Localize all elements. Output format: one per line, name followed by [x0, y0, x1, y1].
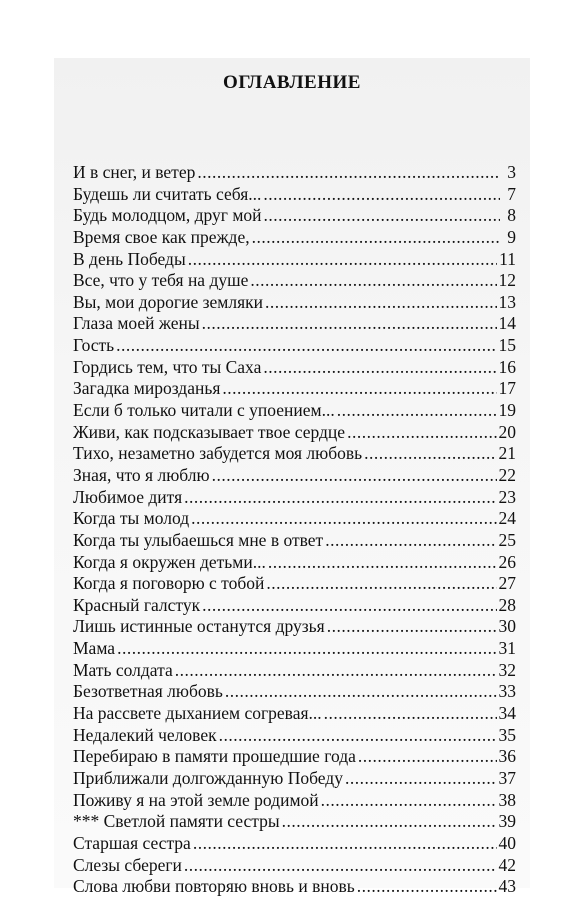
- toc-entry: [73, 184, 516, 206]
- toc-entry-page: 43: [498, 876, 516, 897]
- toc-entry-page: 36: [498, 746, 516, 767]
- toc-entry-title: На рассвете дыханием согревая...: [73, 703, 322, 724]
- toc-entry-title: Будешь ли считать себя...: [73, 183, 262, 204]
- toc-entry-page: 40: [498, 832, 516, 853]
- dot-leader: [188, 249, 497, 271]
- toc-entry-page: 39: [498, 811, 516, 832]
- toc-entry: [73, 573, 516, 595]
- toc-entry-page: 3: [507, 162, 516, 182]
- toc-entry-page: 26: [498, 551, 516, 572]
- toc-entry-title: Недалекий человек: [73, 724, 217, 745]
- toc-entry: [73, 768, 516, 790]
- toc-entry: [73, 487, 516, 509]
- dot-leader: [263, 357, 496, 379]
- toc-entry-page: 14: [498, 313, 516, 334]
- toc-entry: [73, 422, 516, 444]
- toc-entry: [73, 833, 516, 855]
- dot-leader: [264, 205, 500, 227]
- toc-entry-title: Лишь истинные останутся друзья: [73, 616, 325, 637]
- toc-entry: [73, 465, 516, 487]
- toc-entry-page: 8: [507, 205, 516, 226]
- toc-entry-page: 12: [498, 270, 516, 291]
- toc-entry-page: 16: [498, 356, 516, 377]
- toc-entry-page: 35: [498, 724, 516, 745]
- dot-leader: [117, 638, 496, 660]
- toc-entry: [73, 443, 516, 465]
- toc-entry: [73, 162, 516, 184]
- toc-entry: [73, 357, 516, 379]
- toc-entry-title: Вы, мои дорогие земляки: [73, 291, 263, 312]
- toc-entry-page: 11: [499, 248, 516, 269]
- toc-entry-page: 19: [498, 400, 516, 421]
- toc-entry-title: Когда я окружен детьми...: [73, 551, 266, 572]
- toc-entry-page: 28: [498, 594, 516, 615]
- dot-leader: [202, 313, 497, 335]
- toc-entry-title: Гость: [73, 335, 115, 356]
- toc-entry-title: Слова любви повторяю вновь и вновь: [73, 876, 355, 897]
- toc-entry: [73, 746, 516, 768]
- toc-entry: [73, 552, 516, 574]
- toc-entry-title: *** Светлой памяти сестры: [73, 811, 280, 832]
- toc-entry: [73, 205, 516, 227]
- toc-entry-page: 25: [498, 529, 516, 550]
- toc-entry: [73, 725, 516, 747]
- toc-entry-page: 7: [507, 183, 516, 204]
- toc-entry: [73, 681, 516, 703]
- toc-entry-page: 31: [498, 638, 516, 659]
- toc-entry-title: Тихо, незаметно забудется моя любовь: [73, 443, 363, 464]
- toc-entry-title: Мама: [73, 638, 116, 659]
- dot-leader: [250, 270, 496, 292]
- dot-leader: [327, 616, 497, 638]
- toc-entry-page: 30: [498, 616, 516, 637]
- toc-entry-page: 9: [507, 226, 516, 247]
- toc-entry: [73, 703, 516, 725]
- toc-entry-title: В день Победы: [73, 248, 186, 269]
- dot-leader: [184, 855, 497, 877]
- dot-leader: [324, 703, 497, 725]
- toc-entry-title: Зная, что я люблю: [73, 464, 210, 485]
- dot-leader: [282, 811, 497, 833]
- dot-leader: [321, 790, 497, 812]
- dot-leader: [268, 552, 497, 574]
- toc-entry: [73, 638, 516, 660]
- toc-entry: [73, 595, 516, 617]
- dot-leader: [252, 227, 500, 249]
- toc-entry-title: Слезы сбереги: [73, 854, 182, 875]
- toc-entry-title: Приближали долгожданную Победу: [73, 767, 343, 788]
- dot-leader: [325, 530, 496, 552]
- toc-entry-page: 23: [498, 486, 516, 507]
- dot-leader: [266, 573, 496, 595]
- toc-entry-title: Мать солдата: [73, 659, 173, 680]
- dot-leader: [212, 465, 497, 487]
- toc-entry-title: Безответная любовь: [73, 681, 223, 702]
- toc-entry-page: 21: [498, 443, 516, 464]
- toc-entry-title: Перебираю в памяти прошедшие года: [73, 746, 356, 767]
- toc-entry: [73, 227, 516, 249]
- toc-entry-title: Любимое дитя: [73, 486, 183, 507]
- toc-entry: [73, 660, 516, 682]
- toc-entry-page: 24: [498, 508, 516, 529]
- toc-entry: [73, 508, 516, 530]
- dot-leader: [197, 162, 500, 184]
- toc-entry-page: 17: [498, 378, 516, 399]
- toc-entry: [73, 335, 516, 357]
- toc-entry: [73, 616, 516, 638]
- dot-leader: [337, 400, 497, 422]
- dot-leader: [345, 768, 497, 790]
- dot-leader: [347, 422, 496, 444]
- toc-entry-title: Живи, как подсказывает твое сердце: [73, 421, 346, 442]
- dot-leader: [225, 681, 497, 703]
- toc-entry: [73, 378, 516, 400]
- dot-leader: [175, 660, 497, 682]
- toc-entry: [73, 790, 516, 812]
- dot-leader: [222, 378, 496, 400]
- toc-entry: [73, 400, 516, 422]
- toc-entry-title: Когда я поговорю с тобой: [73, 573, 265, 594]
- toc-entry: [73, 876, 516, 898]
- toc-entry-page: 15: [498, 335, 516, 356]
- toc-entry-title: Гордись тем, что ты Саха: [73, 356, 262, 377]
- toc-entry-title: Поживу я на этой земле родимой: [73, 789, 319, 810]
- toc-entry: [73, 292, 516, 314]
- toc-entry-title: Время свое как прежде,: [73, 226, 250, 247]
- toc-entry-page: 37: [498, 767, 516, 788]
- toc-entry-page: 20: [498, 421, 516, 442]
- dot-leader: [193, 833, 497, 855]
- toc-entry: [73, 249, 516, 271]
- dot-leader: [263, 184, 500, 206]
- toc-entry-page: 32: [498, 659, 516, 680]
- toc-entry-page: 27: [498, 573, 516, 594]
- toc-entry: [73, 811, 516, 833]
- toc-entry-page: 22: [498, 464, 516, 485]
- toc-entry: [73, 313, 516, 335]
- toc-entry-title: Загадка мирозданья: [73, 378, 221, 399]
- toc-entry: [73, 855, 516, 877]
- dot-leader: [202, 595, 496, 617]
- dot-leader: [265, 292, 497, 314]
- page-title: ОГЛАВЛЕНИЕ: [223, 72, 361, 93]
- table-of-contents: [73, 162, 516, 898]
- dot-leader: [358, 746, 497, 768]
- toc-entry-title: Если б только читали с упоением...: [73, 400, 335, 421]
- toc-entry-page: 13: [498, 291, 516, 312]
- toc-entry-title: Когда ты молод: [73, 508, 190, 529]
- toc-entry-page: 34: [498, 703, 516, 724]
- dot-leader: [364, 443, 496, 465]
- dot-leader: [184, 487, 496, 509]
- dot-leader: [116, 335, 496, 357]
- toc-entry-title: Все, что у тебя на душе: [73, 270, 249, 291]
- toc-entry-page: 38: [498, 789, 516, 810]
- dot-leader: [191, 508, 496, 530]
- toc-entry-page: 42: [498, 854, 516, 875]
- dot-leader: [219, 725, 497, 747]
- toc-entry: [73, 270, 516, 292]
- toc-entry-title: Будь молодцом, друг мой: [73, 205, 262, 226]
- toc-entry: [73, 530, 516, 552]
- toc-entry-title: Красный галстук: [73, 594, 201, 615]
- toc-entry-title: Глаза моей жены: [73, 313, 200, 334]
- toc-entry-title: И в снег, и ветер: [73, 162, 196, 182]
- toc-entry-title: Когда ты улыбаешься мне в ответ: [73, 529, 324, 550]
- dot-leader: [357, 876, 497, 898]
- toc-entry-page: 33: [498, 681, 516, 702]
- toc-entry-title: Старшая сестра: [73, 832, 191, 853]
